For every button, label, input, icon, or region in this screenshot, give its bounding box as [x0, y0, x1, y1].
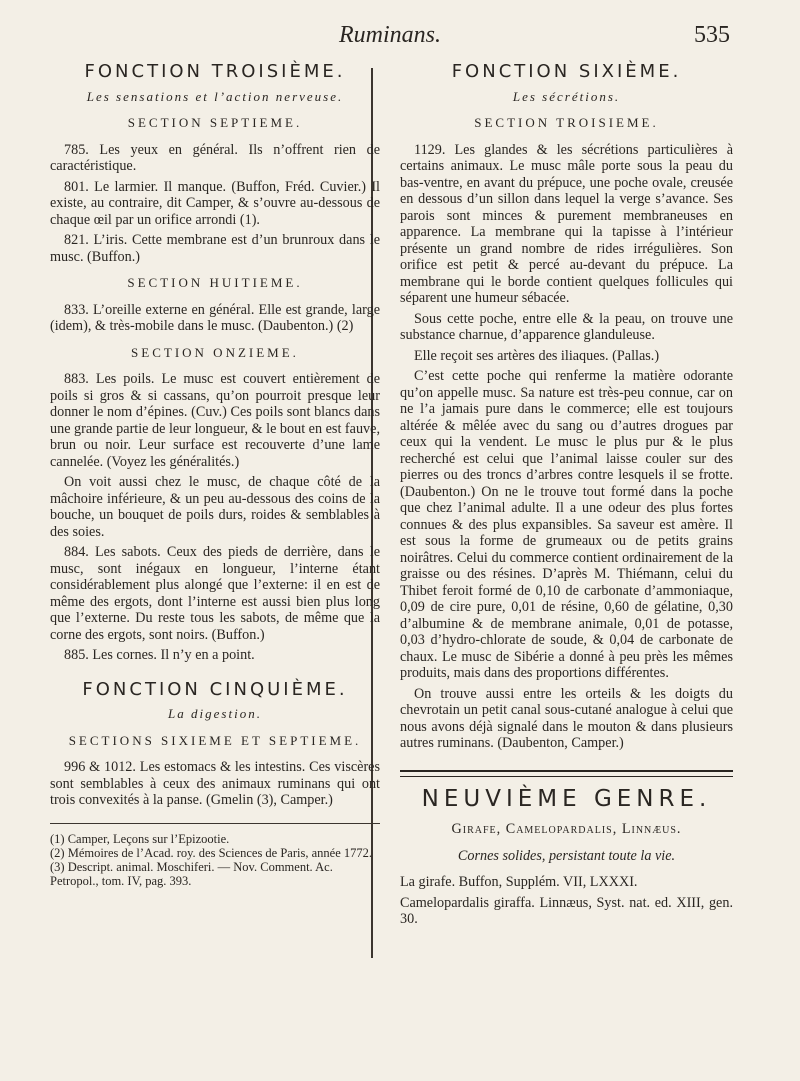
paragraph-1129b: Sous cette poche, entre elle & la peau, on trouve une substance charnue, d’apparence glanduleuse. — [400, 310, 733, 343]
genus-title: NEUVIÈME GENRE. — [421, 785, 712, 812]
footnote-1: (1) Camper, Leçons sur l’Epizootie. — [50, 831, 230, 846]
paragraph-884: 884. Les sabots. Ceux des pieds de derrière, dans le musc, sont inégaux en longueur, l’interne étant considérablement plus alongé que l’externe: il en est de même des ergots, dont l’interne est aussi bien plus long que l’externe. Du reste tous les sabots, de même que la corne des ergots, sont noirs. (Buffon.) — [50, 544, 380, 643]
paragraph-1129e: On trouve aussi entre les orteils & les doigts du chevrotain un petit canal sous-cutané analogue à celui que nous avons déjà signalé dans le mouton & dans plusieurs autres ruminans. (Daubenton, Camper.) — [400, 685, 733, 751]
section-troisieme-heading: SECTION TROISIEME. — [474, 115, 659, 130]
paragraph-885: 885. Les cornes. Il n’y en a point. — [64, 647, 255, 663]
right-column — [400, 61, 733, 928]
paragraph-801: 801. Le larmier. Il manque. (Buffon, Fréd. Cuvier.) Il existe, au contraire, dit Camper, & s’ouvre au-dessous de chaque œil par un orifice arrondi (1). — [50, 178, 380, 228]
section-onzieme-heading: SECTION ONZIEME. — [131, 344, 299, 360]
genus-name: Girafe, Camelopardalis, Linnæus. — [451, 821, 682, 837]
paragraph-883: 883. Les poils. Le musc est couvert entièrement de poils si gros & si cassans, qu’on pourroit presque leur donner le nom d’épines. (Cuv.) Ces poils sont blancs dans une grande partie de leur longueur, & le bout en est fauve, brun ou noir. Leur surface est recouverte d’une lame cannelée. (Voyez les généralités.) — [50, 371, 380, 470]
section-huitieme-heading: SECTION HUITIEME. — [127, 275, 303, 290]
fonction-cinquieme-subtitle: La digestion. — [168, 706, 262, 721]
paragraph-785: 785. Les yeux en général. Ils n’offrent rien de caractéristique. — [50, 141, 380, 174]
fonction-sixieme-subtitle: Les sécrétions. — [512, 88, 621, 104]
footnote-3: (3) Descript. animal. Moschiferi. — Nov. Comment. Ac. Petropol., tom. IV, pag. 393. — [50, 859, 333, 888]
paragraph-1129c: Elle reçoit ses artères des iliaques. (Pallas.) — [414, 347, 660, 364]
paragraph-833: 833. L’oreille externe en général. Elle est grande, large (idem), & très-mobile dans le musc. (Daubenton.) (2) — [50, 301, 380, 334]
fonction-troisieme-subtitle: Les sensations et l’action nerveuse. — [86, 88, 344, 104]
sections-sixieme-septieme-heading: SECTIONS SIXIEME ET SEPTIEME. — [68, 732, 362, 748]
running-title: Ruminans. — [339, 22, 441, 48]
genus-divider — [400, 770, 733, 777]
footnote-2: (2) Mémoires de l’Acad. roy. des Sciences de Paris, année 1772. — [50, 845, 373, 860]
paragraph-996: 996 & 1012. Les estomacs & les intestins. Ces viscères sont semblables à ceux des animaux ruminans qui ont trois convexités à la panse. (Gmelin (3), Camper.) — [50, 759, 380, 808]
section-septieme-heading: SECTION SEPTIEME. — [127, 115, 303, 130]
synonym-1: La girafe. Buffon, Supplém. VII, LXXXI. — [400, 874, 638, 890]
left-column — [50, 61, 380, 888]
paragraph-883b: On voit aussi chez le musc, de chaque côté de la mâchoire inférieure, & un peu au-dessous des coins de la bouche, un bouquet de poils durs, roides & semblables à des soies. — [50, 474, 380, 540]
genus-characters: Cornes solides, persistant toute la vie. — [457, 847, 676, 864]
fonction-sixieme-title: FONCTION SIXIÈME. — [451, 61, 682, 82]
fonction-troisieme-title: FONCTION TROISIÈME. — [84, 61, 346, 82]
page-number: 535 — [694, 22, 730, 48]
fonction-cinquieme-title: FONCTION CINQUIÈME. — [82, 678, 348, 700]
paragraph-821: 821. L’iris. Cette membrane est d’un brunroux dans le musc. (Buffon.) — [50, 232, 380, 265]
synonym-2: Camelopardalis giraffa. Linnæus, Syst. nat. ed. XIII, gen. 30. — [400, 894, 733, 927]
running-head — [50, 22, 730, 62]
paragraph-1129d: C’est cette poche qui renferme la matière odorante qu’on appelle musc. Sa nature est très-peu connue, car on ne l’a jamais pure dans le commerce; elle est toujours altérée & mêlée avec du sang ou d’autres drogues par ceux qui la vendent. Le musc le plus pur & le plus recherché est celui que l’animal laisse couler sur des pierres ou des troncs d’arbres contre lesquels il se frotte. (Daubenton.) On ne le trouve tout formé dans la poche que chez l’animal adulte. Il a une odeur des plus fortes connues & des plus expansibles. Sa saveur est amère. Il est sous la forme de grumeaux ou de petits grains noirâtres. Celui du commerce contient ordinairement de la graisse ou des résines. D’après M. Thiémann, celui du Thibet feroit formé de 0,10 de carbonate d’ammoniaque, 0,09 de cire pure, 0,01 de résine, 0,60 de gélatine, 0,30 d’albumine & de membrane animale, 0,01 de potasse, 0,03 d’hydro-chlorate de soude, & 0,04 de carbonate de chaux. Le musc de Sibérie a donné à peu près les mêmes produits, mais dans des proportions différentes. — [400, 368, 733, 681]
paragraph-1129: 1129. Les glandes & les sécrétions particulières à certains animaux. Le musc mâle porte sous la peau du bas-ventre, en avant du prépuce, une poche ovale, creusée en dessous d’un sillon dans lequel la verge s’avance. Ses parois sont minces & purement membraneuses en apparence. La membrane qui la tapisse à l’intérieur présente un grand nombre de rides irrégulières. Son orifice est petit & percé au-devant du prépuce. La membrane qui le borde contient quelques follicules qui séparent une humeur sébacée. — [400, 141, 733, 306]
footnotes — [50, 823, 380, 888]
